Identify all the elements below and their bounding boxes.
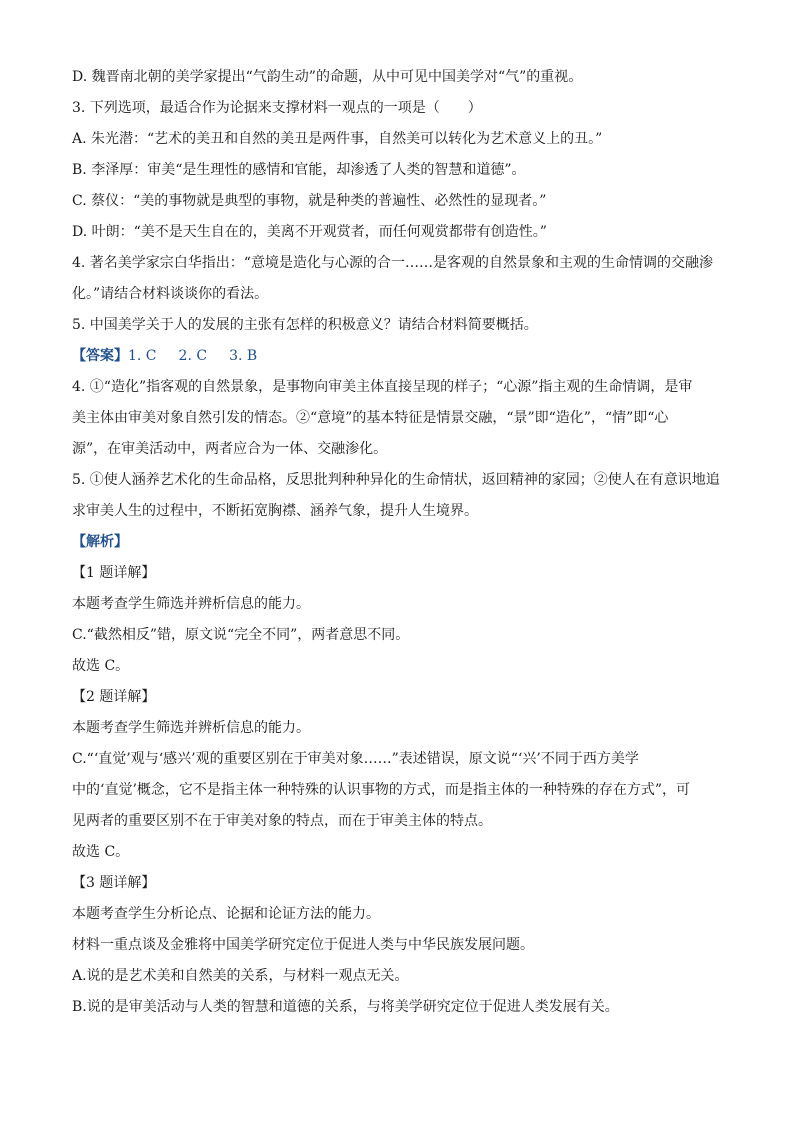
question-3-option-d: D. 叶朗：“美不是天生自在的，美离不开观赏者，而任何观赏都带有创造性。” [72,224,547,240]
analysis-label: 【解析】 [72,534,128,550]
answer-5-line-2: 求审美人生的过程中，不断拓宽胸襟、涵养气象，提升人生境界。 [72,503,478,519]
answer-4-line-2: 美主体由审美对象自然引发的情态。②“意境”的基本特征是情景交融，“景”即“造化”，“情”即“心 [72,410,669,426]
detail-3-line-2: 材料一重点谈及金雅将中国美学研究定位于促进人类与中华民族发展问题。 [72,937,534,953]
detail-2-line-5: 故选 C。 [72,844,130,860]
question-2-option-d: D. 魏晋南北朝的美学家提出“气韵生动”的命题，从中可见中国美学对“气”的重视。 [72,69,583,85]
detail-2-heading: 【2 题详解】 [72,689,156,705]
detail-2-line-1: 本题考查学生筛选并辨析信息的能力。 [72,720,310,736]
answer-4-line-1: 4. ①“造化”指客观的自然景象，是事物向审美主体直接呈现的样子；“心源”指主观的生命情调，是审 [72,379,693,395]
detail-3-heading: 【3 题详解】 [72,875,156,891]
detail-1-line-3: 故选 C。 [72,658,130,674]
answer-label: 【答案】 [72,348,128,364]
answer-summary-line [72,341,732,372]
detail-1-heading: 【1 题详解】 [72,565,156,581]
detail-3-line-4: B.说的是审美活动与人类的智慧和道德的关系，与将美学研究定位于促进人类发展有关。 [72,999,619,1015]
document-page [72,62,732,1023]
answer-2: 2. C [178,348,208,364]
detail-3-line-3: A.说的是艺术美和自然美的关系，与材料一观点无关。 [72,968,409,984]
detail-2-line-2: C.“‘直觉’观与‘感兴’观的重要区别在于审美对象……”表述错误，原文说“‘兴’不同于西方美学 [72,751,639,767]
answer-4-line-3: 源”，在审美活动中，两者应合为一体、交融渗化。 [72,441,388,457]
detail-2-line-3: 中的‘直觉’概念，它不是指主体一种特殊的认识事物的方式，而是指主体的一种特殊的存在方式”，可 [72,782,691,798]
answer-3: 3. B [229,348,258,364]
question-3-stem: 3. 下列选项，最适合作为论据来支撑材料一观点的一项是（ ） [72,100,482,116]
question-3-option-c: C. 蔡仪：“美的事物就是典型的事物，就是种类的普遍性、必然性的显现者。” [72,193,547,209]
question-5: 5. 中国美学关于人的发展的主张有怎样的积极意义？请结合材料简要概括。 [72,317,538,333]
question-3-option-a: A. 朱光潜：“艺术的美丑和自然的美丑是两件事，自然美可以转化为艺术意义上的丑。” [72,131,603,147]
detail-3-line-1: 本题考查学生分析论点、论据和论证方法的能力。 [72,906,380,922]
answer-5-line-1: 5. ①使人涵养艺术化的生命品格，反思批判种种异化的生命情状，返回精神的家园；②使人在有意识地追 [72,472,720,488]
answer-1: 1. C [128,348,157,364]
question-4-line-2: 化。”请结合材料谈谈你的看法。 [72,286,269,302]
detail-1-line-2: C.“截然相反”错，原文说“完全不同”，两者意思不同。 [72,627,410,643]
question-4-line-1: 4. 著名美学家宗白华指出：“意境是造化与心源的合一……是客观的自然景象和主观的生命情调的交融渗 [72,255,713,271]
question-3-option-b: B. 李泽厚：审美“是生理性的感情和官能，却渗透了人类的智慧和道德”。 [72,162,526,178]
detail-2-line-4: 见两者的重要区别不在于审美对象的特点，而在于审美主体的特点。 [72,813,492,829]
detail-1-line-1: 本题考查学生筛选并辨析信息的能力。 [72,596,310,612]
